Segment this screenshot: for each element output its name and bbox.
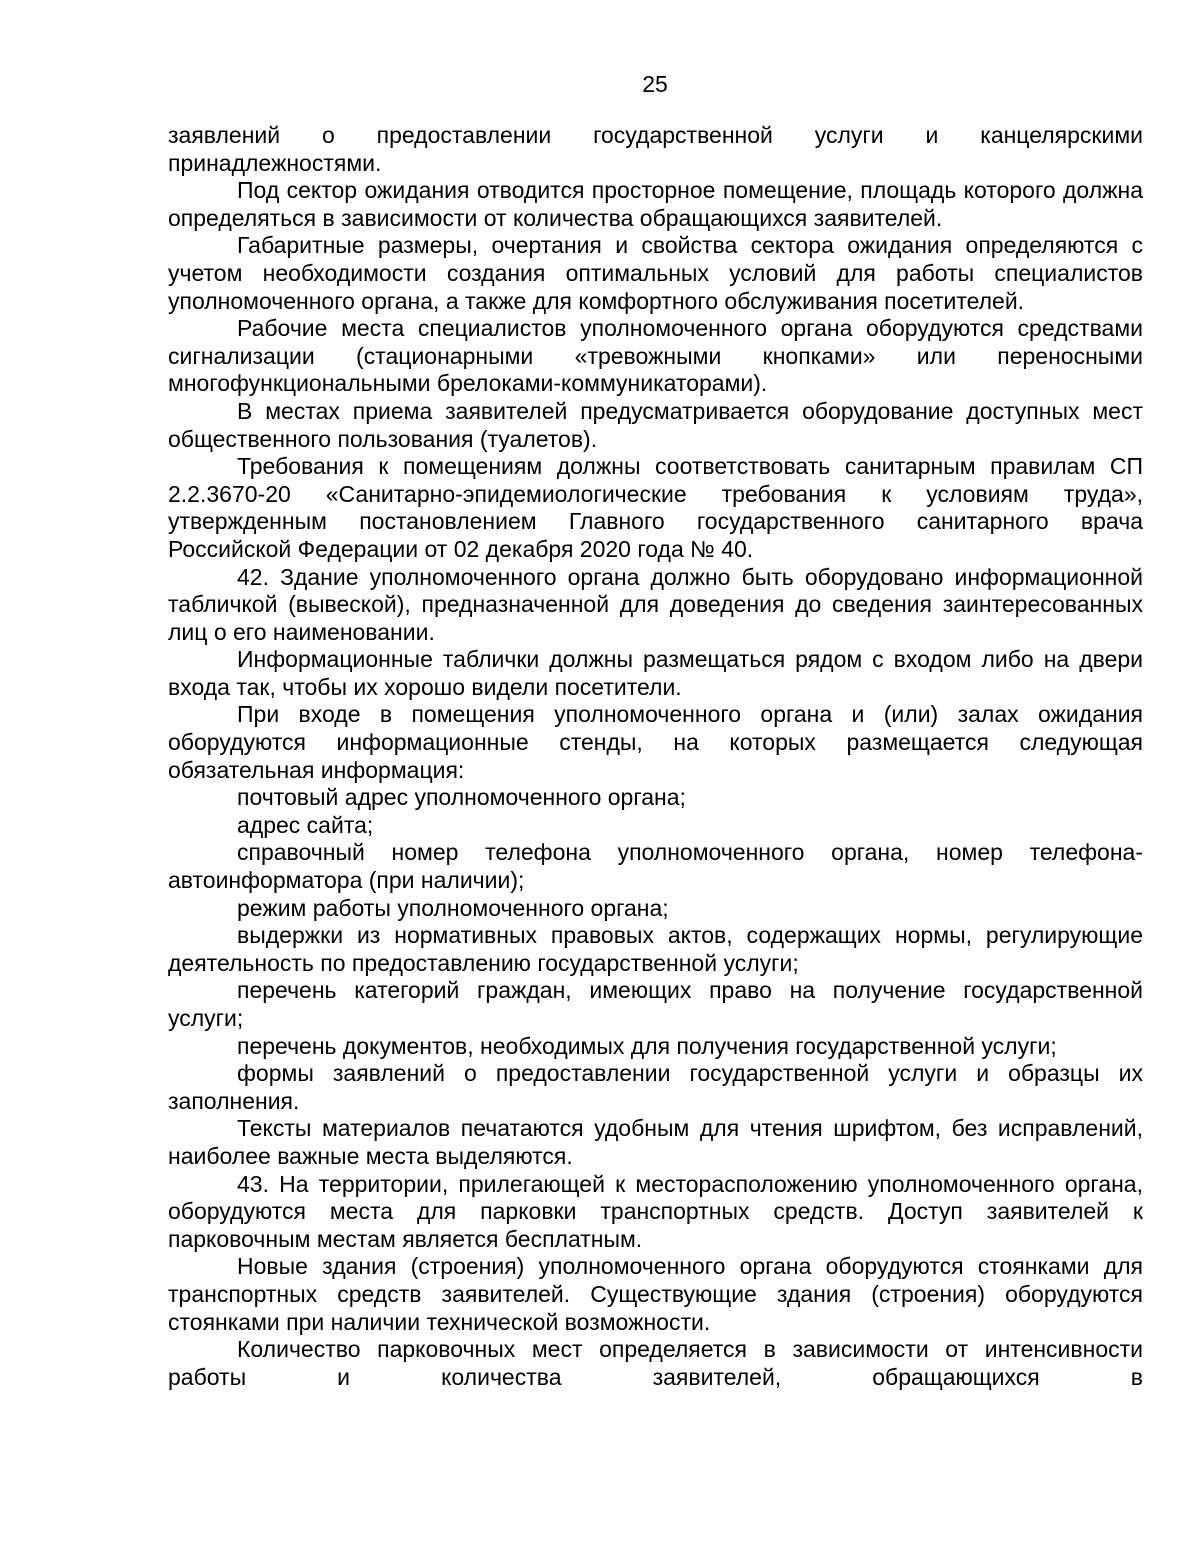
document-body [168,122,1143,1391]
list-item-legal-excerpts: выдержки из нормативных правовых актов, содержащих нормы, регулирующие деятельность по предоставлению государственной услуги; [168,922,1143,976]
paragraph-1: заявлений о предоставлении государственной услуги и канцелярскими принадлежностями. [168,122,1143,176]
paragraph-9: При входе в помещения уполномоченного органа и (или) залах ожидания оборудуются информационные стенды, на которых размещается следующая обязательная информация: [168,701,1143,783]
list-item-application-forms: формы заявлений о предоставлении государственной услуги и образцы их заполнения. [168,1060,1143,1114]
list-item-citizen-categories: перечень категорий граждан, имеющих право на получение государственной услуги; [168,977,1143,1031]
paragraph-6: Требования к помещениям должны соответствовать санитарным правилам СП 2.2.3670-20 «Санитарно-эпидемиологические требования к условиям труда», утвержденным постановлением Главного государственного санитарного врача Российской Федерации от 02 декабря 2020 года № 40. [168,453,1143,562]
paragraph-8: Информационные таблички должны размещаться рядом с входом либо на двери входа так, чтобы их хорошо видели посетители. [168,646,1143,700]
page-number: 25 [642,71,668,97]
paragraph-3: Габаритные размеры, очертания и свойства сектора ожидания определяются с учетом необходимости создания оптимальных условий для работы специалистов уполномоченного органа, а также для комфортного обслуживания посетителей. [168,232,1143,314]
paragraph-5: В местах приема заявителей предусматривается оборудование доступных мест общественного пользования (туалетов). [168,397,1143,452]
list-item-phone: справочный номер телефона уполномоченного органа, номер телефона-автоинформатора (при наличии); [168,839,1143,894]
list-item-documents: перечень документов, необходимых для получения государственной услуги; [237,1032,1057,1059]
paragraph-new-buildings: Новые здания (строения) уполномоченного органа оборудуются стоянками для транспортных средств заявителей. Существующие здания (строения) оборудуются стоянками при наличии технической возможности. [168,1253,1143,1335]
list-item-site-address: адрес сайта; [237,811,374,838]
paragraph-7-item-42: 42. Здание уполномоченного органа должно быть оборудовано информационной табличкой (вывеской), предназначенной для доведения до сведения заинтересованных лиц о его наименовании. [168,563,1143,645]
paragraph-item-43: 43. На территории, прилегающей к месторасположению уполномоченного органа, оборудуются места для парковки транспортных средств. Доступ заявителей к парковочным местам является бесплатным. [168,1170,1143,1252]
paragraph-text-materials: Тексты материалов печатаются удобным для чтения шрифтом, без исправлений, наиболее важные места выделяются. [168,1115,1143,1169]
list-item-work-hours: режим работы уполномоченного органа; [237,894,669,921]
paragraph-2: Под сектор ожидания отводится просторное помещение, площадь которого должна определяться в зависимости от количества обращающихся заявителей. [168,177,1143,231]
list-item-postal-address: почтовый адрес уполномоченного органа; [237,784,686,811]
paragraph-parking-count: Количество парковочных мест определяется в зависимости от интенсивности работы и количества заявителей, обращающихся в [168,1336,1143,1390]
paragraph-4: Рабочие места специалистов уполномоченного органа оборудуются средствами сигнализации (стационарными «тревожными кнопками» или переносными многофункциональными брелоками-коммуникаторами). [168,315,1143,397]
